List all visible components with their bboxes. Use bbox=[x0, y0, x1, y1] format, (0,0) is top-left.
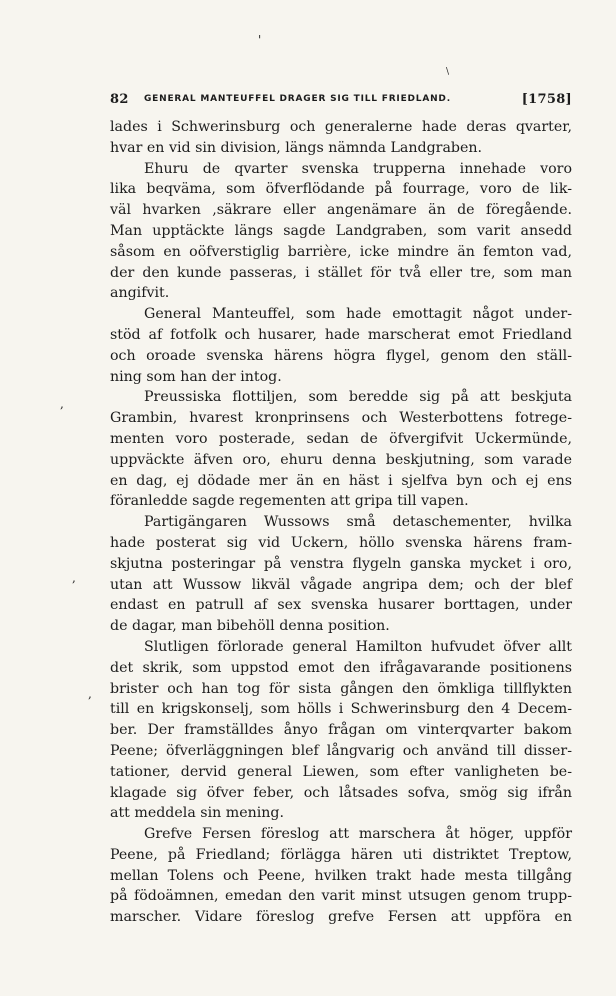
text-line: såsom en oöfverstiglig barrière, icke mindre än femton vad, bbox=[110, 243, 572, 260]
text-line: det skrik, som uppstod emot den ifrågavarande positionens bbox=[110, 659, 572, 676]
running-title: GENERAL MANTEUFFEL DRAGER SIG TILL FRIEDLAND. bbox=[144, 94, 451, 104]
paragraph-start-line: Partigängaren Wussows små detaschementer, hvilka bbox=[144, 514, 572, 531]
margin-mark-1: , bbox=[60, 397, 64, 411]
text-line: Man upptäckte längs sagde Landgraben, som varit ansedd bbox=[110, 222, 572, 239]
text-line: att meddela sin mening. bbox=[110, 805, 285, 822]
paragraph-start-line: General Manteuffel, som hade emottagit något under- bbox=[144, 306, 572, 323]
header-year: [1758] bbox=[521, 92, 572, 107]
text-line: på födoämnen, emedan den varit minst utsugen genom trupp- bbox=[110, 888, 572, 905]
text-line: ber. Der framställdes ånyo frågan om vinterqvarter bakom bbox=[110, 722, 572, 739]
text-line: endast en patrull af sex svenska husarer borttagen, under bbox=[110, 597, 572, 614]
ink-speck-top: ' bbox=[258, 33, 262, 47]
text-line: menten voro posterade, sedan de öfvergifvit Uckermünde, bbox=[110, 430, 572, 447]
text-line: skjutna posteringar på venstra flygeln ganska mycket i oro, bbox=[110, 555, 572, 572]
text-line: till en krigskonselj, som hölls i Schwerinsburg den 4 Decem- bbox=[110, 701, 572, 718]
text-line: Peene; öfverläggningen blef långvarig och använd till disser- bbox=[110, 742, 572, 759]
ink-speck-right: \ bbox=[446, 67, 450, 77]
margin-mark-2: , bbox=[72, 571, 76, 585]
text-line: lika beqväma, som öfverflödande på fourrage, voro de lik- bbox=[110, 181, 572, 198]
text-line: föranledde sagde regementen att gripa till vapen. bbox=[110, 493, 469, 510]
text-line: hade posterat sig vid Uckern, höllo svenska härens fram- bbox=[110, 534, 572, 551]
margin-mark-3: , bbox=[88, 687, 92, 701]
text-line: lades i Schwerinsburg och generalerne hade deras qvarter, bbox=[110, 119, 572, 135]
body-text bbox=[110, 117, 572, 928]
running-header bbox=[110, 92, 572, 110]
text-line: mellan Tolens och Peene, hvilken trakt hade mesta tillgång bbox=[110, 867, 572, 884]
text-line: brister och han tog för sista gången den ömkliga tillflykten bbox=[110, 680, 572, 697]
text-line: stöd af fotfolk och husarer, hade marscherat emot Friedland bbox=[110, 326, 572, 343]
text-line: de dagar, man bibehöll denna position. bbox=[110, 618, 390, 635]
text-line: tationer, dervid general Liewen, som efter vanligheten be- bbox=[110, 763, 572, 780]
text-line: ning som han der intog. bbox=[110, 368, 282, 385]
paragraph-start-line: Slutligen förlorade general Hamilton hufvudet öfver allt bbox=[144, 638, 572, 655]
text-line: och oroade svenska härens högra flygel, genom den ställ- bbox=[110, 347, 572, 364]
paragraph-start-line: Ehuru de qvarter svenska trupperna innehade voro bbox=[144, 160, 572, 177]
text-line: der den kunde passeras, i stället för två eller tre, som man bbox=[110, 264, 572, 281]
text-line: marscher. Vidare föreslog grefve Fersen att uppföra en bbox=[110, 909, 572, 926]
text-line: hvar en vid sin division, längs nämnda Landgraben. bbox=[110, 139, 483, 156]
text-line: utan att Wussow likväl vågade angripa dem; och der blef bbox=[110, 576, 572, 593]
text-line: väl hvarken ,säkrare eller angenämare än de föregående. bbox=[110, 202, 572, 219]
text-line: Grambin, hvarest kronprinsens och Westerbottens fotrege- bbox=[110, 410, 572, 427]
text-line: uppväckte äfven oro, ehuru denna beskjutning, som varade bbox=[110, 451, 572, 468]
page-number: 82 bbox=[110, 92, 129, 107]
text-line: en dag, ej dödade mer än en häst i sjelfva byn och ej ens bbox=[110, 472, 572, 489]
text-line: angifvit. bbox=[110, 285, 170, 302]
paragraph-start-line: Grefve Fersen föreslog att marschera åt höger, uppför bbox=[144, 826, 572, 843]
paragraph-start-line: Preussiska flottiljen, som beredde sig på att beskjuta bbox=[144, 389, 572, 406]
text-line: klagade sig öfver feber, och låtsades sofva, smög sig ifrån bbox=[110, 784, 572, 801]
text-line: Peene, på Friedland; förlägga hären uti distriktet Treptow, bbox=[110, 846, 572, 863]
